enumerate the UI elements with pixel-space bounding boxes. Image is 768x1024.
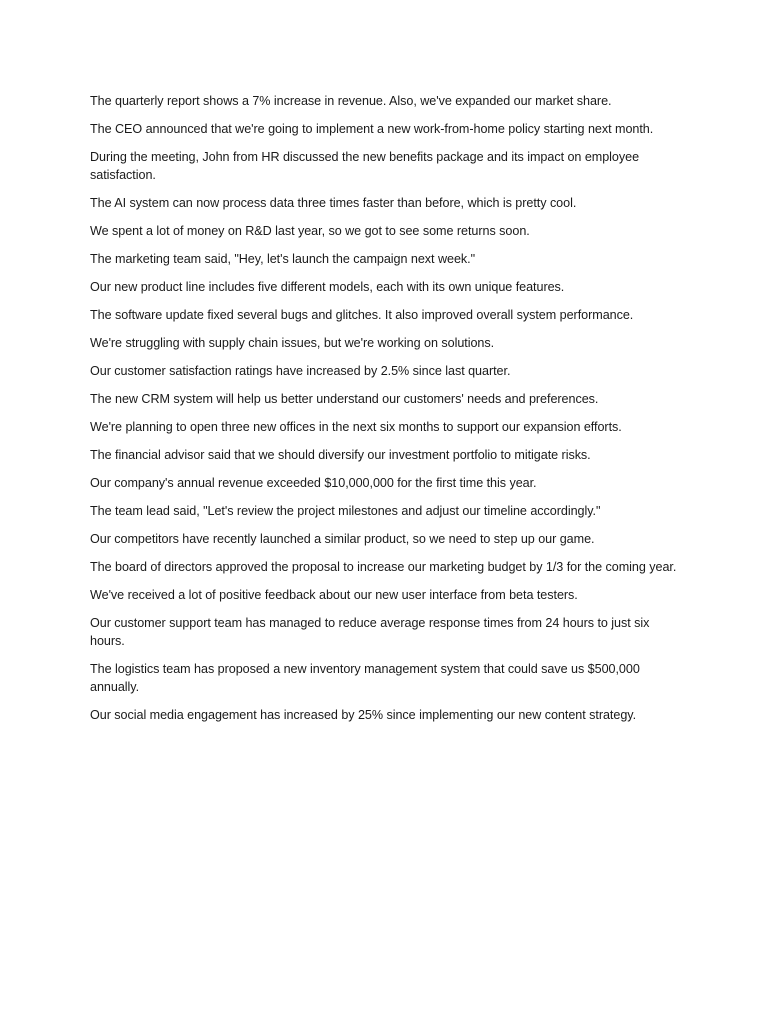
paragraph-1: The quarterly report shows a 7% increase in revenue. Also, we've expanded our market share. <box>90 94 612 108</box>
paragraph-17: The board of directors approved the proposal to increase our marketing budget by 1/3 for the coming year. <box>90 560 677 574</box>
paragraph-4: The AI system can now process data three times faster than before, which is pretty cool. <box>90 196 577 210</box>
paragraph-15: The team lead said, "Let's review the project milestones and adjust our timeline accordingly." <box>90 504 601 518</box>
paragraph-3: During the meeting, John from HR discussed the new benefits package and its impact on employee satisfaction. <box>90 150 640 182</box>
paragraph-12: We're planning to open three new offices in the next six months to support our expansion efforts. <box>90 420 622 434</box>
paragraph-19: Our customer support team has managed to reduce average response times from 24 hours to just six hours. <box>90 616 650 648</box>
paragraph-7: Our new product line includes five different models, each with its own unique features. <box>90 280 565 294</box>
paragraph-21: Our social media engagement has increased by 25% since implementing our new content strategy. <box>90 708 637 722</box>
paragraph-6: The marketing team said, "Hey, let's launch the campaign next week." <box>90 252 476 266</box>
paragraph-16: Our competitors have recently launched a similar product, so we need to step up our game. <box>90 532 595 546</box>
paragraph-13: The financial advisor said that we should diversify our investment portfolio to mitigate risks. <box>90 448 591 462</box>
paragraph-2: The CEO announced that we're going to implement a new work-from-home policy starting next month. <box>90 122 654 136</box>
paragraph-8: The software update fixed several bugs and glitches. It also improved overall system performance. <box>90 308 634 322</box>
document-page <box>90 92 680 734</box>
paragraph-11: The new CRM system will help us better understand our customers' needs and preferences. <box>90 392 599 406</box>
paragraph-10: Our customer satisfaction ratings have increased by 2.5% since last quarter. <box>90 364 511 378</box>
paragraph-9: We're struggling with supply chain issues, but we're working on solutions. <box>90 336 495 350</box>
paragraph-20: The logistics team has proposed a new inventory management system that could save us $500,000 annually. <box>90 662 640 694</box>
paragraph-18: We've received a lot of positive feedback about our new user interface from beta testers. <box>90 588 578 602</box>
paragraph-14: Our company's annual revenue exceeded $10,000,000 for the first time this year. <box>90 476 537 490</box>
paragraph-5: We spent a lot of money on R&D last year, so we got to see some returns soon. <box>90 224 530 238</box>
